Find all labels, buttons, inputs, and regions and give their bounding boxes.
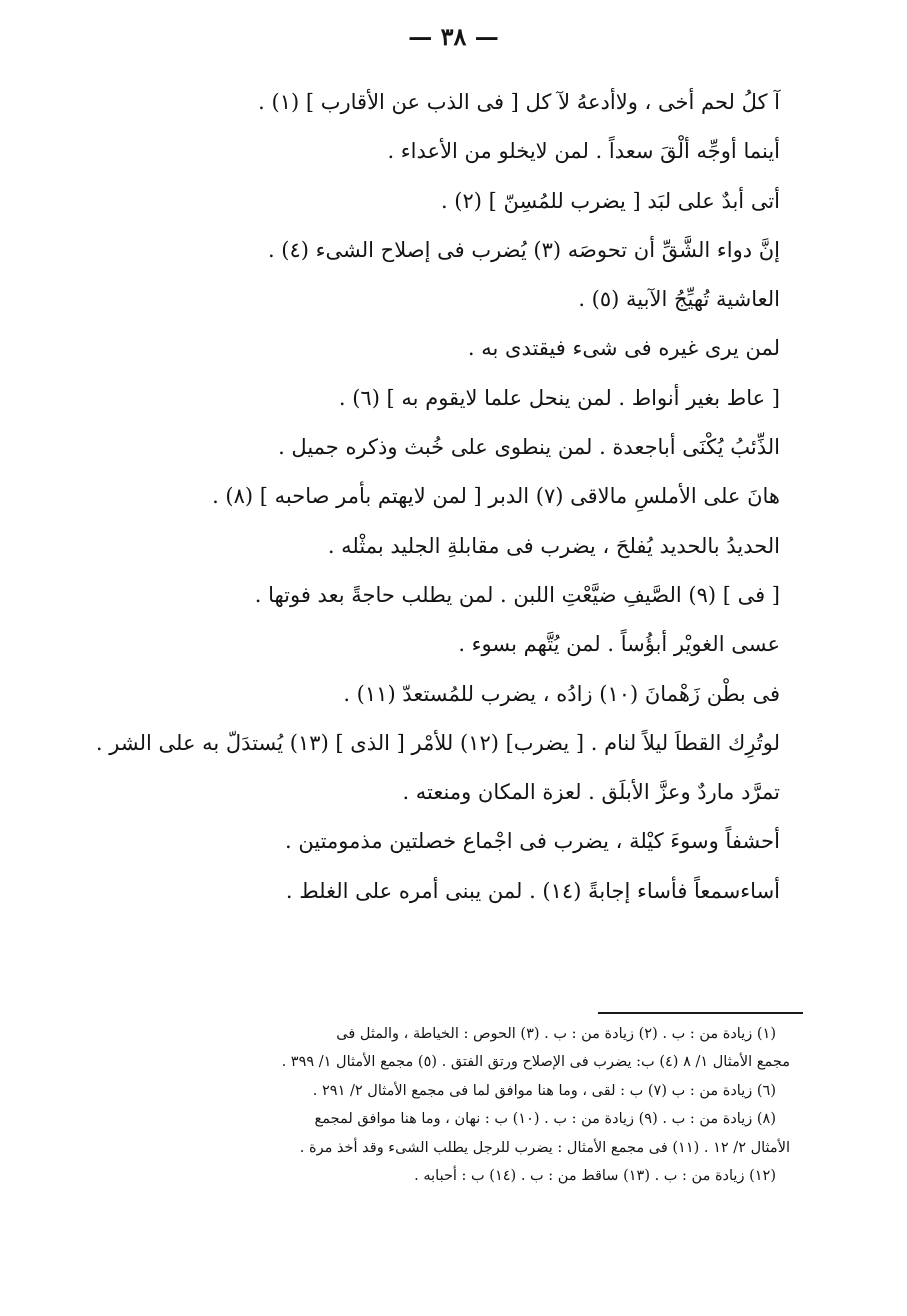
text-line: [ فى ] (٩) الصَّيفِ ضيَّعْتِ اللبن . لمن يطلب حاجةً بعد فوتها . bbox=[254, 582, 780, 607]
proverbs-text-block bbox=[80, 78, 780, 916]
footnote-line: (١٢) زيادة من : ب . (١٣) ساقط من : ب . (١٤) ب : أحبابه . bbox=[414, 1167, 776, 1184]
text-line: [ عاط بغير أنواط . لمن ينحل علما لايقوم به ] (٦) . bbox=[338, 385, 780, 410]
text-line: الذِّئبُ يُكْنَى أباجعدة . لمن ينطوى على خُبث وذكره جميل . bbox=[278, 435, 780, 460]
footnote-line: (٨) زيادة من : ب . (٩) زيادة من : ب . (١٠) ب : نهان ، وما هنا موافق لمجمع bbox=[314, 1111, 776, 1128]
footnote-line: (٦) زيادة من : ب (٧) ب : لقى ، وما هنا موافق لما فى مجمع الأمثال ٢/ ٢٩١ . bbox=[312, 1082, 776, 1099]
footnote-line: مجمع الأمثال ١/ ٨ (٤) ب: يضرب فى الإصلاح ورتق الفتق . (٥) مجمع الأمثال ١/ ٣٩٩ . bbox=[281, 1054, 790, 1071]
footnote-separator bbox=[598, 1012, 803, 1014]
page-number: — ٣٨ — bbox=[408, 22, 499, 51]
footnote-line: (١) زيادة من : ب . (٢) زيادة من : ب . (٣) الحوص : الخياطة ، والمثل فى bbox=[336, 1026, 776, 1042]
text-line: هانَ على الأملسِ مالاقى (٧) الدبر [ لمن لايهتم بأمر صاحبه ] (٨) . bbox=[212, 484, 780, 509]
text-line: آ كلُ لحم أخى ، ولاأدعهُ لآ كل [ فى الذب عن الأقارب ] (١) . bbox=[258, 90, 780, 114]
text-line: عسى الغويْر أبؤُساً . لمن يُتَّهم بسوء . bbox=[458, 632, 780, 657]
text-line: أينما أوجِّه ألْقَ سعداً . لمن لايخلو من الأعداء . bbox=[387, 139, 780, 164]
text-line: العاشية تُهيِّجُ الآبية (٥) . bbox=[578, 287, 780, 312]
text-line: الحديدُ بالحديد يُفلحَ ، يضرب فى مقابلةِ الجليد بمثْله . bbox=[327, 533, 780, 558]
text-line: لوتُرِك القطاَ ليلاً لنام . [ يضرب] (١٢) للأمْر [ الذى ] (١٣) يُستدَلّ به على الشر . bbox=[95, 730, 780, 755]
text-line: لمن يرى غيره فى شىء فيقتدى به . bbox=[467, 336, 780, 361]
text-line: تمرَّد ماردٌ وعزَّ الأبلَق . لعزة المكان ومنعته . bbox=[402, 780, 780, 805]
footnote-line: الأمثال ٢/ ١٢ . (١١) فى مجمع الأمثال : يضرب للرجل يطلب الشىء وقد أخذ مرة . bbox=[299, 1139, 790, 1156]
text-line: أتى أبدٌ على لبَد [ يضرب للمُسِنّ ] (٢) . bbox=[440, 188, 780, 213]
text-line: أساءسمعاً فأساء إجابةً (١٤) . لمن يبنى أمره على الغلط . bbox=[285, 878, 780, 903]
text-line: إنَّ دواء الشَّقِّ أن تحوصَه (٣) يُضرب فى إصلاح الشىء (٤) . bbox=[267, 237, 780, 262]
text-line: أحشفاً وسوءَ كيْلة ، يضرب فى اجْماع خصلتين مذمومتين . bbox=[284, 829, 780, 854]
text-line: فى بطْن زَهْمانَ (١٠) زادُه ، يضرب للمُستعدّ (١١) . bbox=[343, 681, 780, 706]
footnotes-block bbox=[60, 1020, 790, 1190]
